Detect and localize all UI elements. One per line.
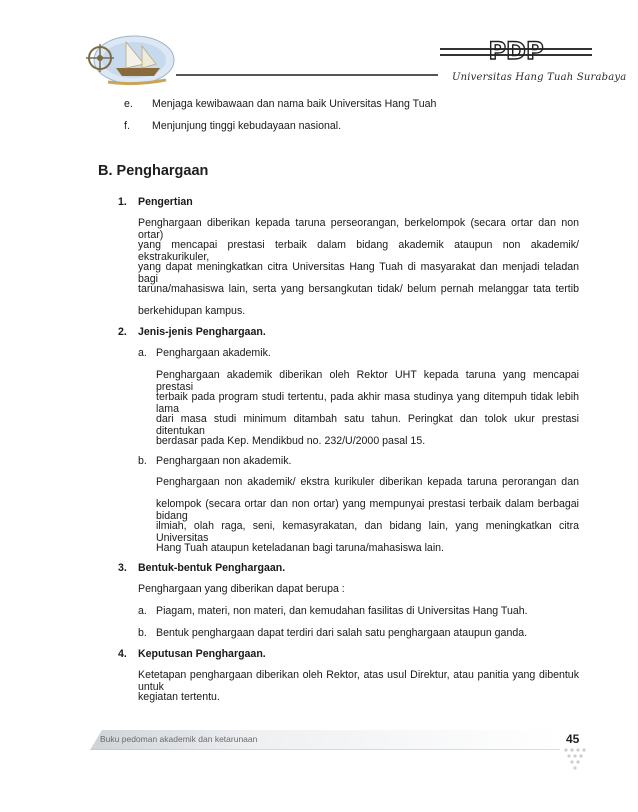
paragraph-line: dari masa studi minimum ditambah satu tahun. Peringkat dan tolok ukur prestasi ditentukan	[156, 413, 579, 437]
svg-text:PDP: PDP	[488, 38, 544, 62]
sub-item-marker: a.	[138, 347, 147, 359]
sub-item-text: Bentuk penghargaan dapat terdiri dari salah satu penghargaan ataupun ganda.	[156, 627, 528, 639]
paragraph-line: Penghargaan akademik diberikan oleh Rektor UHT kepada taruna yang mencapai prestasi	[156, 369, 579, 393]
paragraph-line: kegiatan tertentu.	[138, 691, 220, 703]
paragraph-line: Penghargaan yang diberikan dapat berupa :	[138, 583, 345, 595]
item-number: 1.	[118, 196, 127, 208]
intro-item-text: Menjunjung tinggi kebudayaan nasional.	[152, 120, 342, 132]
paragraph-line: berdasar pada Kep. Mendikbud no. 232/U/2000 pasal 15.	[156, 435, 426, 447]
sub-item-marker: b.	[138, 627, 147, 639]
item-number: 2.	[118, 326, 127, 338]
sub-item-title: Penghargaan akademik.	[156, 347, 271, 359]
subsection-heading: Jenis-jenis Penghargaan.	[138, 326, 266, 338]
intro-item-marker: e.	[124, 98, 133, 110]
item-number: 4.	[118, 648, 127, 660]
paragraph-line: Hang Tuah ataupun keteladanan bagi taruna/mahasiswa lain.	[156, 542, 445, 554]
footer-text: Buku pedoman akademik dan ketarunaan	[100, 734, 258, 744]
subsection-heading: Pengertian	[138, 196, 193, 208]
paragraph-line: Ketetapan penghargaan diberikan oleh Rektor, atas usul Direktur, atau panitia yang dibentuk untuk	[138, 669, 579, 693]
page-number: 45	[566, 732, 580, 746]
decorative-dots-icon	[560, 746, 600, 776]
header-tagline: Universitas Hang Tuah Surabaya	[452, 72, 627, 83]
intro-item-marker: f.	[124, 120, 130, 132]
paragraph-line: taruna/mahasiswa lain, serta yang bersangkutan tidak/ belum pernah melanggar tata tertib	[138, 283, 579, 295]
paragraph-line: ilmiah, olah raga, seni, kemasyrakatan, dan bidang lain, yang meningkatkan citra Universitas	[156, 520, 579, 544]
paragraph-line: yang dapat meningkatkan citra Universitas Hang Tuah di masyarakat dan menjadi teladan bagi	[138, 261, 579, 285]
sub-item-text: Piagam, materi, non materi, dan kemudahan fasilitas di Universitas Hang Tuah.	[156, 605, 528, 617]
sub-item-marker: a.	[138, 605, 147, 617]
paragraph-line: yang mencapai prestasi terbaik dalam bidang akademik ataupun non akademik/ ekstrakurikuler,	[138, 239, 579, 263]
subsection-heading: Keputusan Penghargaan.	[138, 648, 266, 660]
paragraph-line: terbaik pada program studi tertentu, pada akhir masa studinya yang ditempuh tidak lebih lama	[156, 391, 579, 415]
subsection-heading: Bentuk-bentuk Penghargaan.	[138, 562, 286, 574]
intro-item-text: Menjaga kewibawaan dan nama baik Universitas Hang Tuah	[152, 98, 437, 110]
paragraph-line: kelompok (secara ortar dan non ortar) yang mempunyai prestasi terbaik dalam berbagai bidang	[156, 498, 579, 522]
header-rule	[176, 74, 438, 76]
ship-emblem-icon	[86, 24, 176, 94]
sub-item-marker: b.	[138, 455, 147, 467]
paragraph-line: Penghargaan non akademik/ ekstra kurikuler diberikan kepada taruna perorangan dan	[156, 476, 579, 488]
item-number: 3.	[118, 562, 127, 574]
section-title: B. Penghargaan	[98, 163, 209, 179]
sub-item-title: Penghargaan non akademik.	[156, 455, 292, 467]
paragraph-line: berkehidupan kampus.	[138, 305, 246, 317]
paragraph-line: Penghargaan diberikan kepada taruna perseorangan, berkelompok (secara ortar dan non ortar)	[138, 217, 579, 241]
pdp-logo-icon	[440, 38, 592, 62]
